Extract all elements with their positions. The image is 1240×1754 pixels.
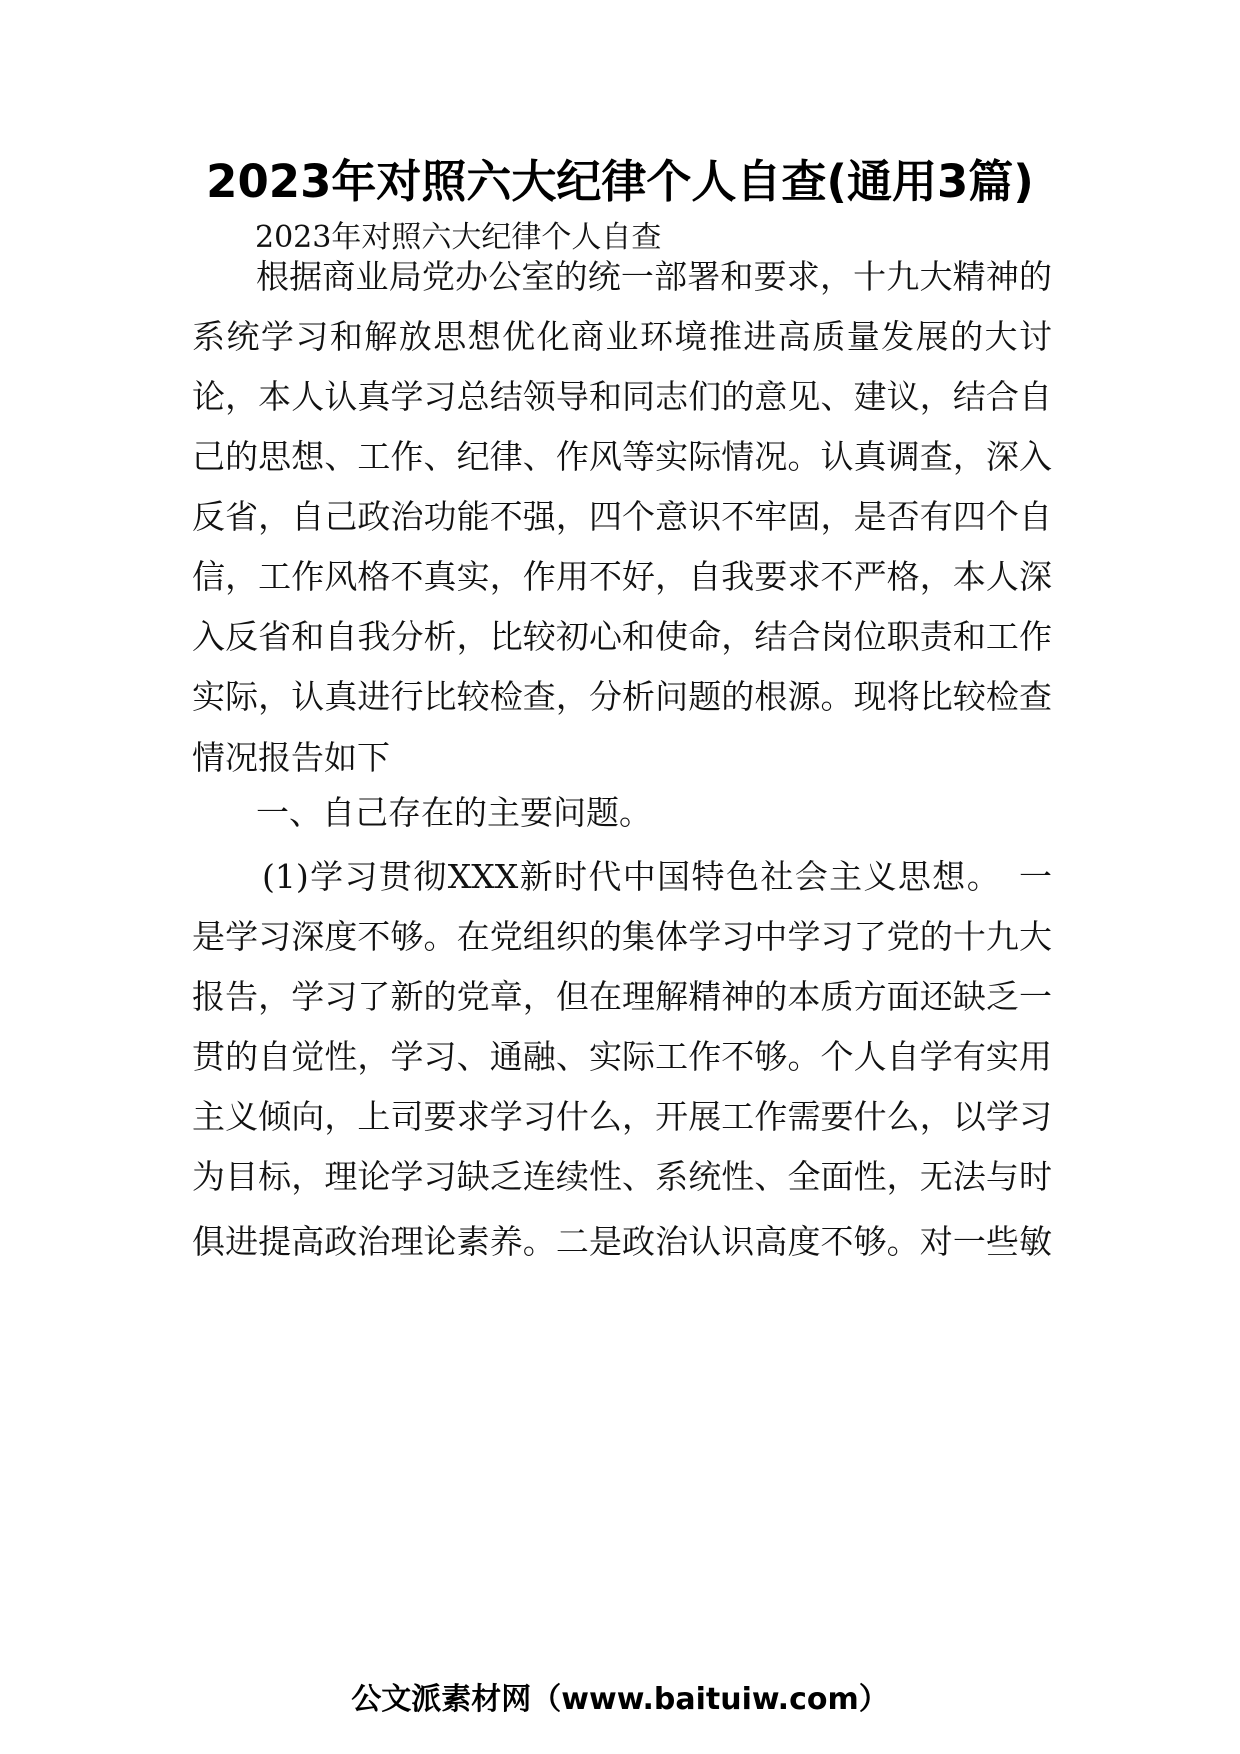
section-heading-block [192, 783, 1052, 843]
paragraph-line: 论，本人认真学习总结领导和同志们的意见、建议，结合自 [192, 377, 1052, 416]
paragraph-2-end [192, 1212, 1052, 1272]
paragraph-line: 为目标，理论学习缺乏连续性、系统性、全面性，无法与时 [192, 1157, 1052, 1196]
document-subtitle: 2023年对照六大纪律个人自查 [255, 220, 662, 255]
paragraph-line: 信，工作风格不真实，作用不好，自我要求不严格，本人深 [192, 557, 1052, 596]
paragraph-1 [192, 247, 1052, 727]
paragraph-1-end [192, 728, 1052, 788]
paragraph-line: 报告，学习了新的党章，但在理解精神的本质方面还缺乏一 [192, 977, 1052, 1016]
footer-source: 公文派素材网（www.baituiw.com） [351, 1682, 889, 1717]
paragraph-line: 贯的自觉性，学习、通融、实际工作不够。个人自学有实用 [192, 1037, 1052, 1076]
paragraph-line: 根据商业局党办公室的统一部署和要求，十九大精神的 [256, 257, 1052, 296]
paragraph-line: 是学习深度不够。在党组织的集体学习中学习了党的十九大 [192, 917, 1052, 956]
paragraph-line: 俱进提高政治理论素养。二是政治认识高度不够。对一些敏 [192, 1222, 1052, 1261]
paragraph-line: 系统学习和解放思想优化商业环境推进高质量发展的大讨 [192, 317, 1052, 356]
paragraph-line: 入反省和自我分析，比较初心和使命，结合岗位职责和工作 [192, 617, 1052, 656]
paragraph-line: 情况报告如下 [192, 738, 390, 777]
section-heading: 一、自己存在的主要问题。 [256, 793, 652, 832]
paragraph-line: 反省，自己政治功能不强，四个意识不牢固，是否有四个自 [192, 497, 1052, 536]
paragraph-line: 主义倾向，上司要求学习什么，开展工作需要什么，以学习 [192, 1097, 1052, 1136]
document-title: 2023年对照六大纪律个人自查(通用3篇) [206, 155, 1034, 208]
paragraph-line: 己的思想、工作、纪律、作风等实际情况。认真调查，深入 [192, 437, 1052, 476]
paragraph-line: 实际，认真进行比较检查，分析问题的根源。现将比较检查 [192, 677, 1052, 716]
paragraph-line: (1)学习贯彻XXX新时代中国特色社会主义思想。 一 [262, 857, 1052, 896]
paragraph-2 [192, 847, 1052, 1207]
